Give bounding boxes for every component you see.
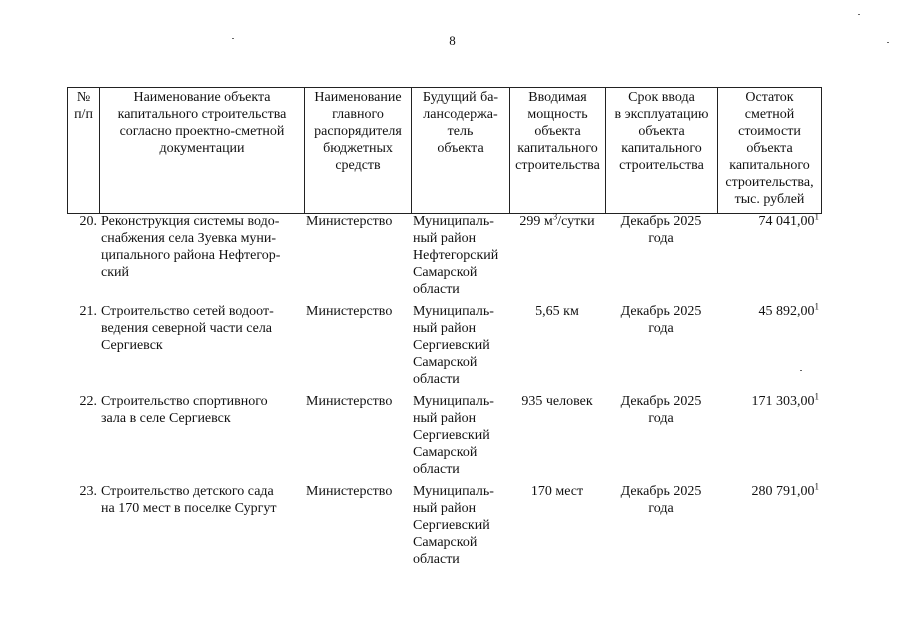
deadline: Декабрь 2025 года — [620, 484, 702, 516]
footnote-mark: 1 — [814, 211, 819, 222]
deadline: Декабрь 2025 года — [620, 394, 702, 426]
footnote-mark: 1 — [814, 301, 819, 312]
scan-speck — [858, 14, 860, 15]
capacity-superscript: 3 — [552, 211, 558, 222]
table-row — [67, 483, 821, 573]
manager: Министерство — [306, 214, 393, 229]
table-row — [67, 213, 821, 303]
row-number: 23. — [79, 484, 97, 499]
remaining-cost: 45 892,00$^1$ — [758, 301, 819, 319]
deadline: Декабрь 2025 года — [620, 304, 702, 336]
capacity: 170 мест — [530, 484, 584, 499]
balance-holder: Муниципаль- ный район Сергиевский Самарской области — [413, 304, 494, 387]
object-name: Реконструкция системы водо- снабжения села Зуевка муни- ципального района Нефтегор- ский — [101, 214, 281, 280]
table-row — [67, 393, 821, 483]
header-number: № п/п — [68, 88, 100, 214]
header-deadline: Срок ввода в эксплуатацию объекта капитального строительства — [606, 88, 718, 214]
header-remaining-cost: Остаток сметной стоимости объекта капитального строительства, тыс. рублей — [718, 88, 822, 214]
capacity: 935 человек — [521, 394, 593, 409]
footnote-mark: 1 — [814, 481, 819, 492]
manager: Министерство — [306, 484, 393, 499]
header-manager: Наименование главного распорядителя бюджетных средств — [305, 88, 412, 214]
manager: Министерство — [306, 304, 393, 319]
remaining-cost: 280 791,00$^1$ — [751, 481, 819, 499]
scan-speck — [800, 370, 802, 371]
scan-speck — [232, 38, 234, 39]
header-balance-holder: Будущий ба- лансодержа- тель объекта — [412, 88, 510, 214]
deadline: Декабрь 2025 года — [620, 214, 702, 246]
row-number: 20. — [79, 214, 97, 229]
header-object-name: Наименование объекта капитального строительства согласно проектно-сметной документации — [100, 88, 305, 214]
table-header — [67, 87, 822, 214]
capacity: 299 $м^3$/сутки — [519, 211, 595, 229]
capacity: 5,65 км — [535, 304, 579, 319]
table-body — [67, 213, 821, 573]
table-row — [67, 303, 821, 393]
object-name: Строительство спортивного зала в селе Сергиевск — [101, 394, 268, 426]
row-number: 21. — [79, 304, 97, 319]
remaining-cost: 74 041,00$^1$ — [758, 211, 819, 229]
object-name: Строительство сетей водоот- ведения северной части села Сергиевск — [101, 304, 274, 353]
manager: Министерство — [306, 394, 393, 409]
object-name: Строительство детского сада на 170 мест в поселке Сургут — [101, 484, 277, 516]
page-number: 8 — [449, 33, 456, 48]
balance-holder: Муниципаль- ный район Нефтегорский Самарской области — [413, 214, 499, 297]
header-capacity: Вводимая мощность объекта капитального строительства — [510, 88, 606, 214]
scan-speck — [887, 42, 889, 43]
balance-holder: Муниципаль- ный район Сергиевский Самарской области — [413, 484, 494, 567]
balance-holder: Муниципаль- ный район Сергиевский Самарской области — [413, 394, 494, 477]
remaining-cost: 171 303,00$^1$ — [751, 391, 819, 409]
footnote-mark: 1 — [814, 391, 819, 402]
row-number: 22. — [79, 394, 97, 409]
